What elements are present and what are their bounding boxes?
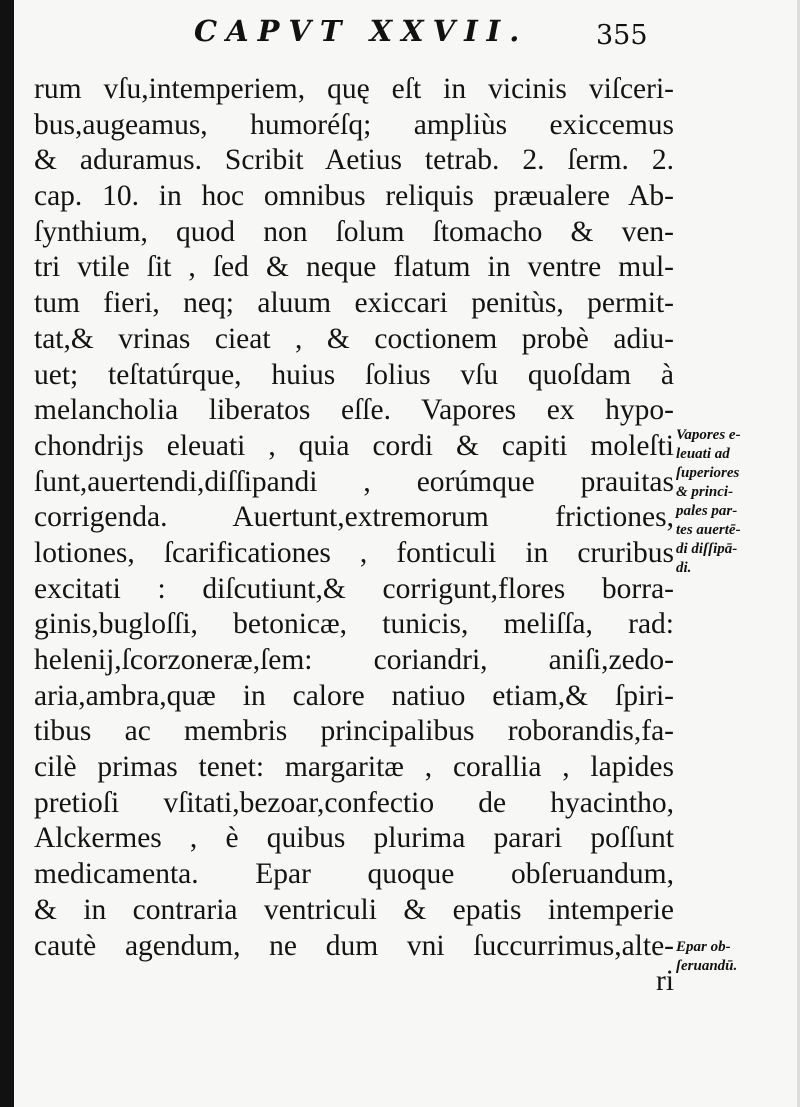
text-line: ſynthium, quod non ſolum ſtomacho & ven- xyxy=(34,215,674,248)
text-line: tat,& vrinas cieat , & coctionem probè adiu- xyxy=(34,322,674,355)
text-line: excitati : diſcutiunt,& corrigunt,flores borra- xyxy=(34,572,674,605)
text-line: pretioſi vſitati,bezoar,confectio de hyacintho, xyxy=(34,786,674,819)
text-line: cilè primas tenet: margaritæ , corallia , lapides xyxy=(34,751,674,784)
text-line: tibus ac membris principalibus roborandis,fa- xyxy=(34,715,674,748)
text-line: melancholia liberatos eſſe. Vapores ex hypo- xyxy=(34,394,674,427)
text-line: corrigenda. Auertunt,extremorum frictiones, xyxy=(34,501,674,534)
text-line: uet; teſtatúrque, huius ſolius vſu quoſdam à xyxy=(34,358,674,391)
text-line: Alckermes , è quibus plurima parari poſſunt xyxy=(34,822,674,855)
margin-note-line: ſuperiores xyxy=(676,465,740,481)
margin-note-line: Epar ob- xyxy=(676,939,731,955)
body-text xyxy=(34,72,674,1000)
text-line: cap. 10. in hoc omnibus reliquis præualere Ab- xyxy=(34,180,674,213)
margin-note-vapores xyxy=(676,426,800,578)
margin-note-epar xyxy=(676,938,800,976)
margin-note-line: di diſſipā- xyxy=(676,541,738,557)
text-line: aria,ambra,quæ in calore natiuo etiam,& ſpiri- xyxy=(34,679,674,712)
margin-note-line: leuati ad xyxy=(676,446,730,462)
page-header xyxy=(186,14,656,54)
text-line: bus,augeamus, humoréſq; ampliùs exiccemus xyxy=(34,108,674,141)
margin-note-line: di. xyxy=(676,560,692,576)
text-line: ſunt,auertendi,diſſipandi , eorúmque prauitas xyxy=(34,465,674,498)
text-line: & aduramus. Scribit Aetius tetrab. 2. ſerm. 2. xyxy=(34,144,674,177)
running-head: CAPVT XXVII. xyxy=(194,14,529,48)
page-number: 355 xyxy=(596,20,648,51)
text-line: chondrijs eleuati , quia cordi & capiti moleſti xyxy=(34,429,674,462)
text-line: medicamenta. Epar quoque obſeruandum, xyxy=(34,858,674,891)
text-line: & in contraria ventriculi & epatis intemperie xyxy=(34,893,674,926)
text-line: cautè agendum, ne dum vni ſuccurrimus,alte- xyxy=(34,929,674,962)
text-line: tri vtile ſit , ſed & neque flatum in ventre mul- xyxy=(34,251,674,284)
margin-note-line: ſeruandū. xyxy=(676,958,738,974)
margin-note-line: Vapores e- xyxy=(676,427,741,443)
text-line: helenij,ſcorzoneræ,ſem: coriandri, aniſi,zedo- xyxy=(34,644,674,676)
text-line: tum fieri, neq; aluum exiccari penitùs, permit- xyxy=(34,287,674,320)
margin-note-line: & princi- xyxy=(676,484,734,500)
text-line: ginis,bugloſſi, betonicæ, tunicis, meliſſa, rad: xyxy=(34,608,674,641)
text-line: rum vſu,intemperiem, quę eſt in vicinis viſceri- xyxy=(34,73,674,105)
text-line: lotiones, ſcarificationes , fonticuli in cruribus xyxy=(34,536,674,569)
margin-note-line: pales par- xyxy=(676,503,738,519)
margin-note-line: tes auertē- xyxy=(676,522,741,538)
catchword: ri xyxy=(655,965,674,998)
